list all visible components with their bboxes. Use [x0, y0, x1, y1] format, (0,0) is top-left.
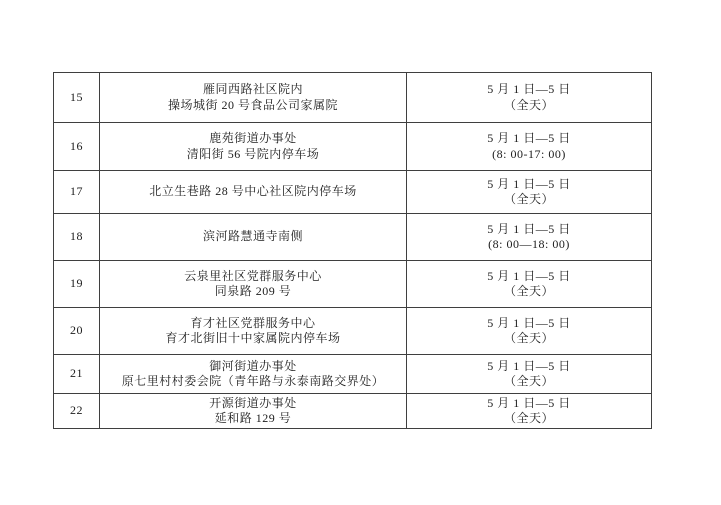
cell-text-line: (8: 00-17: 00)	[492, 146, 566, 161]
location-cell	[100, 123, 407, 171]
cell-text-line: （全天）	[503, 192, 554, 206]
location-cell	[100, 308, 407, 355]
schedule-table-body	[54, 73, 652, 429]
cell-text-line: （全天）	[503, 374, 554, 388]
cell-text-line: 育才北街旧十中家属院内停车场	[165, 331, 341, 345]
row-number-cell: 22	[54, 394, 100, 429]
cell-text-line: 5 月 1 日—5 日	[487, 358, 571, 373]
cell-text-line: 5 月 1 日—5 日	[487, 131, 571, 145]
cell-text-line: 延和路 129 号	[214, 411, 292, 425]
row-number-cell: 15	[54, 73, 100, 123]
schedule-cell	[407, 308, 652, 355]
cell-text-line: （全天）	[503, 97, 554, 112]
table-row	[54, 123, 652, 171]
cell-text-line: 开源街道办事处	[209, 395, 297, 410]
schedule-cell	[407, 214, 652, 261]
table-row	[54, 394, 652, 429]
table-row	[54, 308, 652, 355]
cell-text-line: （全天）	[503, 331, 554, 345]
cell-text-line: 5 月 1 日—5 日	[487, 221, 571, 236]
table-row	[54, 73, 652, 123]
cell-text-line: (8: 00—18: 00)	[488, 237, 570, 251]
cell-text-line: 清阳街 56 号院内停车场	[186, 146, 320, 161]
location-cell	[100, 394, 407, 429]
cell-text-line: 5 月 1 日—5 日	[487, 395, 571, 410]
location-cell	[100, 73, 407, 123]
row-number-cell: 20	[54, 308, 100, 355]
schedule-cell	[407, 123, 652, 171]
cell-text-line: 5 月 1 日—5 日	[487, 268, 571, 283]
schedule-cell	[407, 73, 652, 123]
row-number-cell: 16	[54, 123, 100, 171]
table-row	[54, 171, 652, 214]
location-cell	[100, 261, 407, 308]
cell-text-line: 北立生巷路 28 号中心社区院内停车场	[149, 184, 357, 199]
cell-text-line: 5 月 1 日—5 日	[487, 176, 571, 191]
cell-text-line: 5 月 1 日—5 日	[487, 82, 571, 96]
cell-text-line: 育才社区党群服务中心	[190, 315, 316, 330]
cell-text-line: 同泉路 209 号	[214, 284, 292, 298]
row-number-cell: 17	[54, 171, 100, 214]
cell-text-line: （全天）	[503, 284, 554, 298]
cell-text-line: 鹿苑街道办事处	[209, 131, 297, 145]
location-cell	[100, 171, 407, 214]
location-cell	[100, 214, 407, 261]
row-number-cell: 19	[54, 261, 100, 308]
cell-text-line: （全天）	[503, 411, 554, 425]
cell-text-line: 操场城街 20 号食品公司家属院	[167, 97, 338, 112]
cell-text-line: 滨河路慧通寺南侧	[202, 229, 303, 244]
schedule-cell	[407, 355, 652, 394]
cell-text-line: 御河街道办事处	[209, 358, 297, 373]
schedule-cell	[407, 394, 652, 429]
table-row	[54, 261, 652, 308]
cell-text-line: 原七里村村委会院（青年路与永泰南路交界处）	[121, 374, 385, 388]
row-number-cell: 21	[54, 355, 100, 394]
schedule-cell	[407, 171, 652, 214]
cell-text-line: 云泉里社区党群服务中心	[184, 268, 322, 283]
table-row	[54, 355, 652, 394]
cell-text-line: 雁同西路社区院内	[202, 82, 303, 96]
cell-text-line: 5 月 1 日—5 日	[487, 315, 571, 330]
schedule-cell	[407, 261, 652, 308]
table-row	[54, 214, 652, 261]
row-number-cell: 18	[54, 214, 100, 261]
schedule-table	[53, 72, 652, 429]
location-cell	[100, 355, 407, 394]
